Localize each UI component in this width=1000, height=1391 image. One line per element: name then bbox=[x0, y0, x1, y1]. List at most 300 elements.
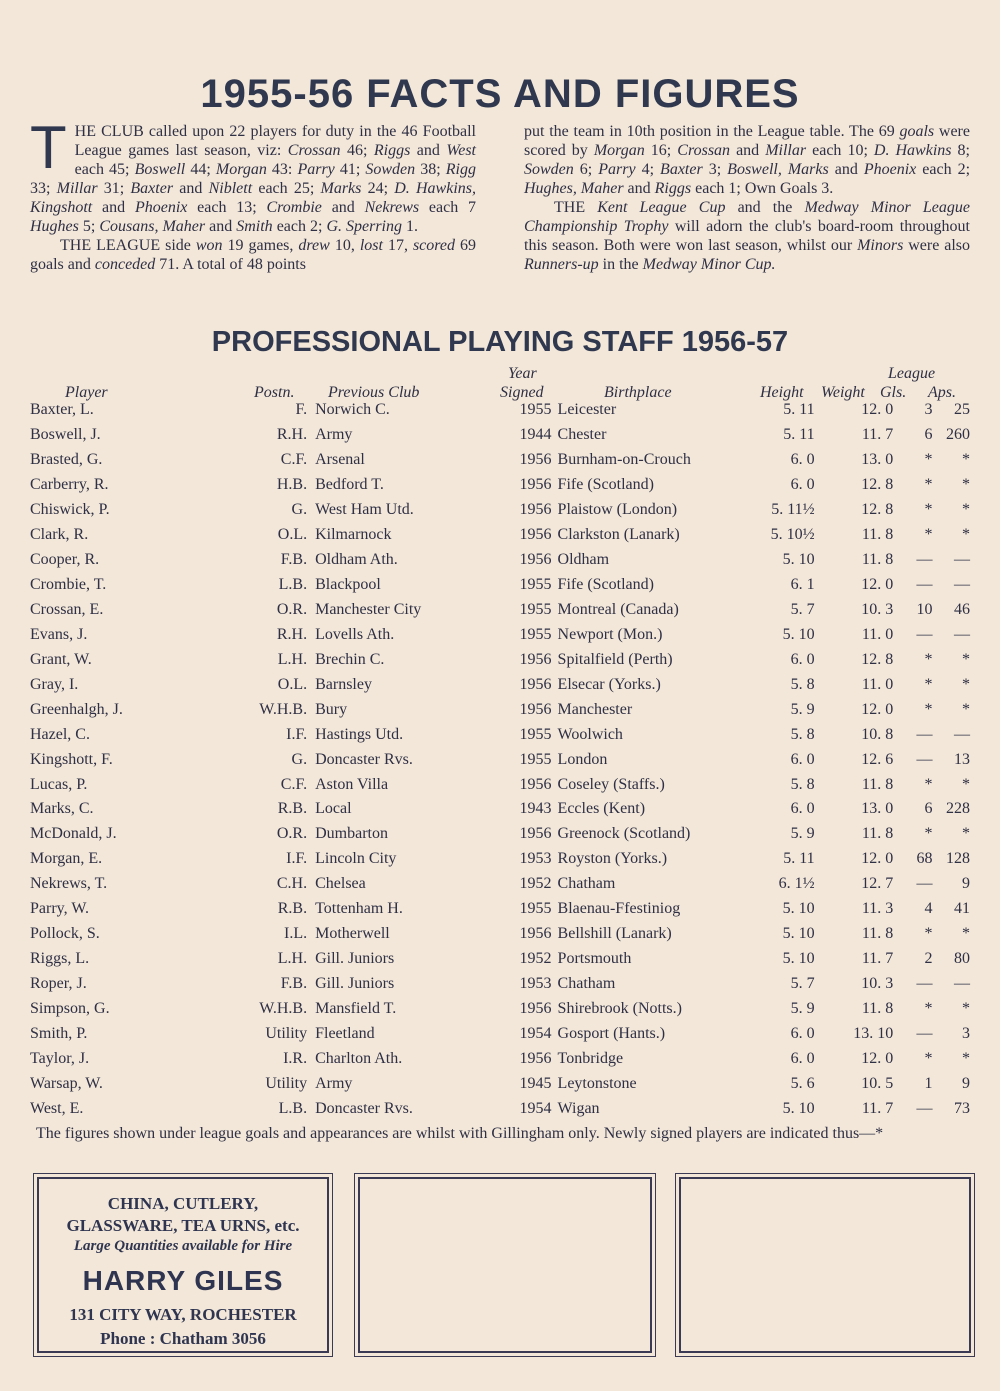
table-row bbox=[30, 1046, 970, 1071]
height: 5. 9 bbox=[790, 825, 815, 843]
year-signed: 1956 bbox=[519, 526, 552, 544]
table-row bbox=[30, 1071, 970, 1096]
weight: 12. 0 bbox=[861, 700, 894, 718]
birthplace: Gosport (Hants.) bbox=[557, 1024, 666, 1042]
player-name: Crombie, T. bbox=[30, 576, 107, 594]
weight: 11. 8 bbox=[861, 999, 894, 1017]
player-name: Carberry, R. bbox=[30, 476, 109, 494]
birthplace: Chatham bbox=[557, 975, 616, 993]
height: 5. 11 bbox=[783, 426, 815, 444]
birthplace: Chester bbox=[557, 426, 607, 444]
birthplace: Manchester bbox=[557, 700, 633, 718]
intro-column-right: put the team in 10th position in the League table. The 69 goals were scored by Morgan 16; Crossan and Millar each 10; D. Hawkins 8; Sowden 6; Parry 4; Baxter 3; Boswell, Marks and Phoenix each 2; Hughes, Maher and Riggs each 1; Own Goals 3. THE Kent League Cup and the Medway Minor League Championship Trophy will adorn the club's board-room throughout this season. Both were won last season, whilst our Minors were also Runners-up in the Medway Minor Cup. bbox=[524, 123, 971, 273]
previous-club: Doncaster Rvs. bbox=[315, 1099, 413, 1117]
table-row bbox=[30, 772, 970, 797]
weight: 13. 0 bbox=[861, 451, 894, 469]
height: 5. 8 bbox=[790, 675, 815, 693]
position: R.H. bbox=[276, 426, 308, 444]
player-name: Nekrews, T. bbox=[30, 875, 108, 893]
height: 5. 7 bbox=[790, 975, 815, 993]
player-name: Warsap, W. bbox=[30, 1074, 103, 1092]
birthplace: Royston (Yorks.) bbox=[557, 850, 668, 868]
previous-club: Gill. Juniors bbox=[315, 975, 395, 993]
height: 6. 0 bbox=[790, 1049, 815, 1067]
player-name: Cooper, R. bbox=[30, 551, 100, 569]
header-birthplace: Birthplace bbox=[604, 384, 672, 401]
league-goals: — bbox=[916, 1024, 933, 1042]
birthplace: Leytonstone bbox=[557, 1074, 637, 1092]
weight: 12. 8 bbox=[861, 501, 894, 519]
position: I.R. bbox=[283, 1049, 308, 1067]
height: 5. 10 bbox=[782, 1099, 815, 1117]
position: O.L. bbox=[277, 675, 308, 693]
height: 5. 9 bbox=[790, 700, 815, 718]
league-appearances: 9 bbox=[962, 875, 970, 893]
intro-columns bbox=[30, 114, 971, 274]
year-signed: 1945 bbox=[519, 1074, 552, 1092]
position: L.H. bbox=[277, 950, 308, 968]
player-name: Gray, I. bbox=[30, 675, 79, 693]
advert-line-3: Large Quantities available for Hire bbox=[73, 1238, 293, 1254]
height: 5. 10 bbox=[782, 551, 815, 569]
previous-club: Mansfield T. bbox=[315, 999, 397, 1017]
player-name: Roper, J. bbox=[30, 975, 87, 993]
height: 6. 0 bbox=[790, 800, 815, 818]
birthplace: Greenock (Scotland) bbox=[557, 825, 691, 843]
year-signed: 1956 bbox=[519, 501, 552, 519]
previous-club: Kilmarnock bbox=[315, 526, 392, 544]
player-name: Simpson, G. bbox=[30, 999, 110, 1017]
weight: 10. 5 bbox=[861, 1074, 894, 1092]
table-row bbox=[30, 1021, 970, 1046]
league-goals: — bbox=[916, 725, 933, 743]
league-goals: — bbox=[916, 750, 933, 768]
previous-club: Manchester City bbox=[315, 600, 422, 618]
player-name: Boswell, J. bbox=[30, 426, 101, 444]
advert-line-1: CHINA, CUTLERY, bbox=[107, 1194, 259, 1213]
weight: 10. 8 bbox=[861, 725, 894, 743]
weight: 11. 8 bbox=[861, 825, 894, 843]
height: 5. 9 bbox=[790, 999, 815, 1017]
league-appearances: — bbox=[954, 725, 970, 743]
previous-club: Lovells Ath. bbox=[315, 625, 395, 643]
previous-club: West Ham Utd. bbox=[315, 501, 414, 519]
league-goals: — bbox=[916, 875, 933, 893]
previous-club: Army bbox=[315, 1074, 353, 1092]
height: 6. 0 bbox=[790, 451, 815, 469]
advert-name: HARRY GILES bbox=[82, 1265, 284, 1296]
table-row bbox=[30, 523, 970, 548]
table-row bbox=[30, 972, 970, 997]
weight: 11. 8 bbox=[861, 551, 894, 569]
weight: 13. 10 bbox=[853, 1024, 894, 1042]
staff-heading: PROFESSIONAL PLAYING STAFF 1956-57 bbox=[211, 326, 789, 358]
previous-club: Bury bbox=[315, 700, 348, 718]
birthplace: Montreal (Canada) bbox=[557, 600, 679, 618]
weight: 11. 8 bbox=[861, 775, 894, 793]
header-weight: Weight bbox=[821, 384, 865, 401]
previous-club: Army bbox=[315, 426, 353, 444]
year-signed: 1955 bbox=[519, 600, 552, 618]
weight: 11. 8 bbox=[861, 925, 894, 943]
birthplace: Clarkston (Lanark) bbox=[557, 526, 680, 544]
year-signed: 1952 bbox=[519, 950, 552, 968]
weight: 11. 7 bbox=[861, 426, 894, 444]
height: 6. 1½ bbox=[778, 875, 815, 893]
player-name: Brasted, G. bbox=[30, 451, 103, 469]
league-goals: * bbox=[924, 476, 933, 494]
table-row bbox=[30, 697, 970, 722]
table-row bbox=[30, 598, 970, 623]
table-row bbox=[30, 672, 970, 697]
player-name: Greenhalgh, J. bbox=[30, 700, 123, 718]
position: I.L. bbox=[283, 925, 308, 943]
year-signed: 1956 bbox=[519, 551, 552, 569]
league-appearances: — bbox=[954, 576, 970, 594]
birthplace: Blaenau-Ffestiniog bbox=[557, 900, 681, 918]
position: W.H.B. bbox=[259, 700, 308, 718]
position: Utility bbox=[265, 1074, 308, 1092]
weight: 11. 0 bbox=[861, 675, 894, 693]
year-signed: 1956 bbox=[519, 825, 552, 843]
player-name: Crossan, E. bbox=[30, 600, 104, 618]
previous-club: Doncaster Rvs. bbox=[315, 750, 413, 768]
year-signed: 1956 bbox=[519, 451, 552, 469]
league-goals: 1 bbox=[924, 1074, 933, 1092]
height: 5. 11 bbox=[783, 401, 815, 419]
advert-box bbox=[37, 1177, 329, 1353]
table-row bbox=[30, 822, 970, 847]
empty-advert-box-middle bbox=[358, 1177, 652, 1353]
league-goals: — bbox=[916, 1099, 933, 1117]
height: 6. 0 bbox=[790, 650, 815, 668]
table-row bbox=[30, 797, 970, 822]
birthplace: Burnham-on-Crouch bbox=[557, 451, 691, 469]
weight: 11. 8 bbox=[861, 526, 894, 544]
year-signed: 1955 bbox=[519, 900, 552, 918]
league-goals: 2 bbox=[924, 950, 933, 968]
birthplace: Tonbridge bbox=[557, 1049, 624, 1067]
header-goals: Gls. bbox=[880, 384, 907, 401]
league-goals: 6 bbox=[924, 800, 933, 818]
previous-club: Charlton Ath. bbox=[315, 1049, 403, 1067]
header-league: League bbox=[888, 365, 936, 382]
player-name: Hazel, C. bbox=[30, 725, 90, 743]
birthplace: Wigan bbox=[557, 1099, 600, 1117]
weight: 11. 7 bbox=[861, 1099, 894, 1117]
previous-club: Tottenham H. bbox=[315, 900, 403, 918]
league-goals: — bbox=[916, 576, 933, 594]
player-name: Baxter, L. bbox=[30, 401, 94, 419]
table-row bbox=[30, 722, 970, 747]
league-goals: * bbox=[924, 650, 933, 668]
position: R.B. bbox=[277, 900, 308, 918]
table-row bbox=[30, 847, 970, 872]
birthplace: Eccles (Kent) bbox=[557, 800, 646, 818]
birthplace: Shirebrook (Notts.) bbox=[557, 999, 682, 1017]
birthplace: London bbox=[557, 750, 608, 768]
previous-club: Lincoln City bbox=[315, 850, 397, 868]
birthplace: Elsecar (Yorks.) bbox=[557, 675, 661, 693]
position: L.B. bbox=[278, 1099, 308, 1117]
league-appearances: 25 bbox=[954, 401, 970, 419]
birthplace: Portsmouth bbox=[557, 950, 632, 968]
previous-club: Chelsea bbox=[315, 875, 366, 893]
table-row bbox=[30, 398, 970, 423]
height: 5. 10 bbox=[782, 625, 815, 643]
birthplace: Chatham bbox=[557, 875, 616, 893]
table-row bbox=[30, 573, 970, 598]
birthplace: Bellshill (Lanark) bbox=[557, 925, 672, 943]
league-goals: * bbox=[924, 526, 933, 544]
staff-table bbox=[30, 398, 970, 1121]
year-signed: 1953 bbox=[519, 975, 552, 993]
position: C.F. bbox=[280, 451, 308, 469]
position: W.H.B. bbox=[259, 999, 308, 1017]
header-club: Previous Club bbox=[328, 384, 420, 401]
year-signed: 1952 bbox=[519, 875, 552, 893]
league-goals: * bbox=[924, 675, 933, 693]
year-signed: 1944 bbox=[519, 426, 552, 444]
position: Utility bbox=[265, 1024, 308, 1042]
league-appearances: * bbox=[962, 700, 970, 718]
year-signed: 1953 bbox=[519, 850, 552, 868]
header-player: Player bbox=[65, 384, 108, 401]
previous-club: Norwich C. bbox=[315, 401, 390, 419]
header-postn: Postn. bbox=[254, 384, 295, 401]
league-appearances: * bbox=[962, 476, 970, 494]
advert-address: 131 CITY WAY, ROCHESTER bbox=[69, 1305, 297, 1324]
year-signed: 1956 bbox=[519, 650, 552, 668]
position: L.B. bbox=[278, 576, 308, 594]
league-goals: * bbox=[924, 700, 933, 718]
table-row bbox=[30, 498, 970, 523]
league-appearances: * bbox=[962, 650, 970, 668]
birthplace: Woolwich bbox=[557, 725, 623, 743]
table-row bbox=[30, 897, 970, 922]
birthplace: Leicester bbox=[557, 401, 617, 419]
year-signed: 1955 bbox=[519, 625, 552, 643]
height: 6. 1 bbox=[790, 576, 815, 594]
position: G. bbox=[291, 501, 308, 519]
league-appearances: — bbox=[954, 625, 970, 643]
position: C.F. bbox=[280, 775, 308, 793]
weight: 12. 0 bbox=[861, 1049, 894, 1067]
previous-club: Bedford T. bbox=[315, 476, 384, 494]
table-row bbox=[30, 423, 970, 448]
league-appearances: * bbox=[962, 501, 970, 519]
player-name: Morgan, E. bbox=[30, 850, 103, 868]
header-signed: Signed bbox=[500, 384, 544, 401]
birthplace: Fife (Scotland) bbox=[557, 576, 654, 594]
table-row bbox=[30, 473, 970, 498]
league-goals: 68 bbox=[916, 850, 933, 868]
player-name: Kingshott, F. bbox=[30, 750, 113, 768]
league-goals: * bbox=[924, 775, 933, 793]
player-name: Smith, P. bbox=[30, 1024, 88, 1042]
league-appearances: 13 bbox=[954, 750, 970, 768]
previous-club: Motherwell bbox=[315, 925, 390, 943]
position: R.H. bbox=[276, 625, 308, 643]
league-goals: — bbox=[916, 975, 933, 993]
height: 5. 11 bbox=[783, 850, 815, 868]
league-goals: * bbox=[924, 1049, 933, 1067]
player-name: Grant, W. bbox=[30, 650, 92, 668]
position: I.F. bbox=[286, 850, 308, 868]
previous-club: Arsenal bbox=[315, 451, 365, 469]
league-appearances: * bbox=[962, 775, 970, 793]
table-row bbox=[30, 548, 970, 573]
position: G. bbox=[291, 750, 308, 768]
league-appearances: 73 bbox=[954, 1099, 970, 1117]
year-signed: 1955 bbox=[519, 750, 552, 768]
year-signed: 1954 bbox=[519, 1024, 552, 1042]
advert-phone: Phone : Chatham 3056 bbox=[100, 1329, 266, 1348]
previous-club: Fleetland bbox=[315, 1024, 375, 1042]
league-goals: — bbox=[916, 625, 933, 643]
height: 5. 10 bbox=[782, 925, 815, 943]
league-goals: * bbox=[924, 925, 933, 943]
position: F.B. bbox=[280, 975, 308, 993]
league-appearances: 80 bbox=[954, 950, 970, 968]
height: 6. 0 bbox=[790, 476, 815, 494]
year-signed: 1955 bbox=[519, 576, 552, 594]
league-goals: 3 bbox=[924, 401, 933, 419]
previous-club: Aston Villa bbox=[315, 775, 389, 793]
league-appearances: * bbox=[962, 1049, 970, 1067]
year-signed: 1956 bbox=[519, 476, 552, 494]
birthplace: Spitalfield (Perth) bbox=[557, 650, 673, 668]
player-name: Pollock, S. bbox=[30, 925, 100, 943]
player-name: Taylor, J. bbox=[30, 1049, 90, 1067]
weight: 13. 0 bbox=[861, 800, 894, 818]
position: F. bbox=[295, 401, 308, 419]
table-row bbox=[30, 997, 970, 1022]
year-signed: 1955 bbox=[519, 725, 552, 743]
weight: 12. 0 bbox=[861, 850, 894, 868]
previous-club: Gill. Juniors bbox=[315, 950, 395, 968]
player-name: McDonald, J. bbox=[30, 825, 117, 843]
league-appearances: 228 bbox=[946, 800, 970, 818]
year-signed: 1956 bbox=[519, 999, 552, 1017]
table-row bbox=[30, 922, 970, 947]
player-name: Riggs, L. bbox=[30, 950, 90, 968]
header-height: Height bbox=[760, 384, 804, 401]
year-signed: 1956 bbox=[519, 675, 552, 693]
league-appearances: * bbox=[962, 825, 970, 843]
league-appearances: 9 bbox=[962, 1074, 970, 1092]
year-signed: 1943 bbox=[519, 800, 552, 818]
league-appearances: 46 bbox=[954, 600, 970, 618]
player-name: Chiswick, P. bbox=[30, 501, 110, 519]
weight: 11. 3 bbox=[861, 900, 894, 918]
weight: 11. 7 bbox=[861, 950, 894, 968]
header-appearances: Aps. bbox=[928, 384, 956, 401]
height: 5. 10½ bbox=[770, 526, 815, 544]
position: L.H. bbox=[277, 650, 308, 668]
birthplace: Coseley (Staffs.) bbox=[557, 775, 665, 793]
page-title: 1955-56 FACTS AND FIGURES bbox=[200, 72, 800, 116]
height: 5. 7 bbox=[790, 600, 815, 618]
height: 5. 10 bbox=[782, 950, 815, 968]
position: F.B. bbox=[280, 551, 308, 569]
league-goals: * bbox=[924, 825, 933, 843]
league-appearances: 128 bbox=[946, 850, 970, 868]
weight: 10. 3 bbox=[861, 600, 894, 618]
weight: 12. 0 bbox=[861, 401, 894, 419]
previous-club: Hastings Utd. bbox=[315, 725, 404, 743]
position: R.B. bbox=[277, 800, 308, 818]
height: 5. 11½ bbox=[771, 501, 815, 519]
height: 5. 8 bbox=[790, 775, 815, 793]
previous-club: Blackpool bbox=[315, 576, 381, 594]
league-appearances: 260 bbox=[946, 426, 970, 444]
previous-club: Brechin C. bbox=[315, 650, 385, 668]
weight: 12. 6 bbox=[861, 750, 894, 768]
league-appearances: 41 bbox=[954, 900, 970, 918]
empty-advert-box-right bbox=[679, 1177, 971, 1353]
height: 6. 0 bbox=[790, 750, 815, 768]
header-year: Year bbox=[508, 365, 537, 382]
league-appearances: * bbox=[962, 451, 970, 469]
position: O.R. bbox=[276, 825, 308, 843]
table-row bbox=[30, 647, 970, 672]
weight: 12. 8 bbox=[861, 476, 894, 494]
table-row bbox=[30, 1096, 970, 1121]
previous-club: Local bbox=[315, 800, 352, 818]
table-row bbox=[30, 622, 970, 647]
intro-column-left: THE CLUB called upon 22 players for duty in the 46 Football League games last season, viz: Crossan 46; Riggs and West each 45; Boswell 44; Morgan 43: Parry 41; Sowden 38; Rigg 33; Millar 31; Baxter and Niblett each 25; Marks 24; D. Hawkins, Kingshott and Phoenix each 13; Crombie and Nekrews each 7 Hughes 5; Cousans, Maher and Smith each 2; G. Sperring 1. THE LEAGUE side won 19 games, drew 10, lost 17, scored 69 goals and conceded 71. A total of 48 points bbox=[30, 114, 477, 273]
year-signed: 1955 bbox=[519, 401, 552, 419]
weight: 12. 8 bbox=[861, 650, 894, 668]
league-appearances: * bbox=[962, 526, 970, 544]
height: 6. 0 bbox=[790, 1024, 815, 1042]
league-goals: * bbox=[924, 451, 933, 469]
player-name: Parry, W. bbox=[30, 900, 89, 918]
height: 5. 10 bbox=[782, 900, 815, 918]
previous-club: Barnsley bbox=[315, 675, 372, 693]
birthplace: Newport (Mon.) bbox=[557, 625, 663, 643]
league-goals: 10 bbox=[916, 600, 933, 618]
weight: 12. 7 bbox=[861, 875, 894, 893]
league-appearances: * bbox=[962, 925, 970, 943]
position: O.L. bbox=[277, 526, 308, 544]
birthplace: Oldham bbox=[557, 551, 610, 569]
previous-club: Dumbarton bbox=[315, 825, 388, 843]
height: 5. 6 bbox=[790, 1074, 815, 1092]
year-signed: 1956 bbox=[519, 925, 552, 943]
league-goals: * bbox=[924, 501, 933, 519]
table-row bbox=[30, 872, 970, 897]
year-signed: 1956 bbox=[519, 775, 552, 793]
league-appearances: 3 bbox=[962, 1024, 970, 1042]
birthplace: Fife (Scotland) bbox=[557, 476, 654, 494]
table-row bbox=[30, 448, 970, 473]
year-signed: 1956 bbox=[519, 1049, 552, 1067]
table-row bbox=[30, 947, 970, 972]
league-goals: 4 bbox=[924, 900, 933, 918]
league-appearances: * bbox=[962, 675, 970, 693]
player-name: West, E. bbox=[30, 1099, 84, 1117]
position: C.H. bbox=[276, 875, 308, 893]
previous-club: Oldham Ath. bbox=[315, 551, 398, 569]
player-name: Clark, R. bbox=[30, 526, 89, 544]
player-name: Evans, J. bbox=[30, 625, 88, 643]
league-appearances: * bbox=[962, 999, 970, 1017]
weight: 12. 0 bbox=[861, 576, 894, 594]
league-goals: 6 bbox=[924, 426, 933, 444]
player-name: Marks, C. bbox=[30, 800, 94, 818]
